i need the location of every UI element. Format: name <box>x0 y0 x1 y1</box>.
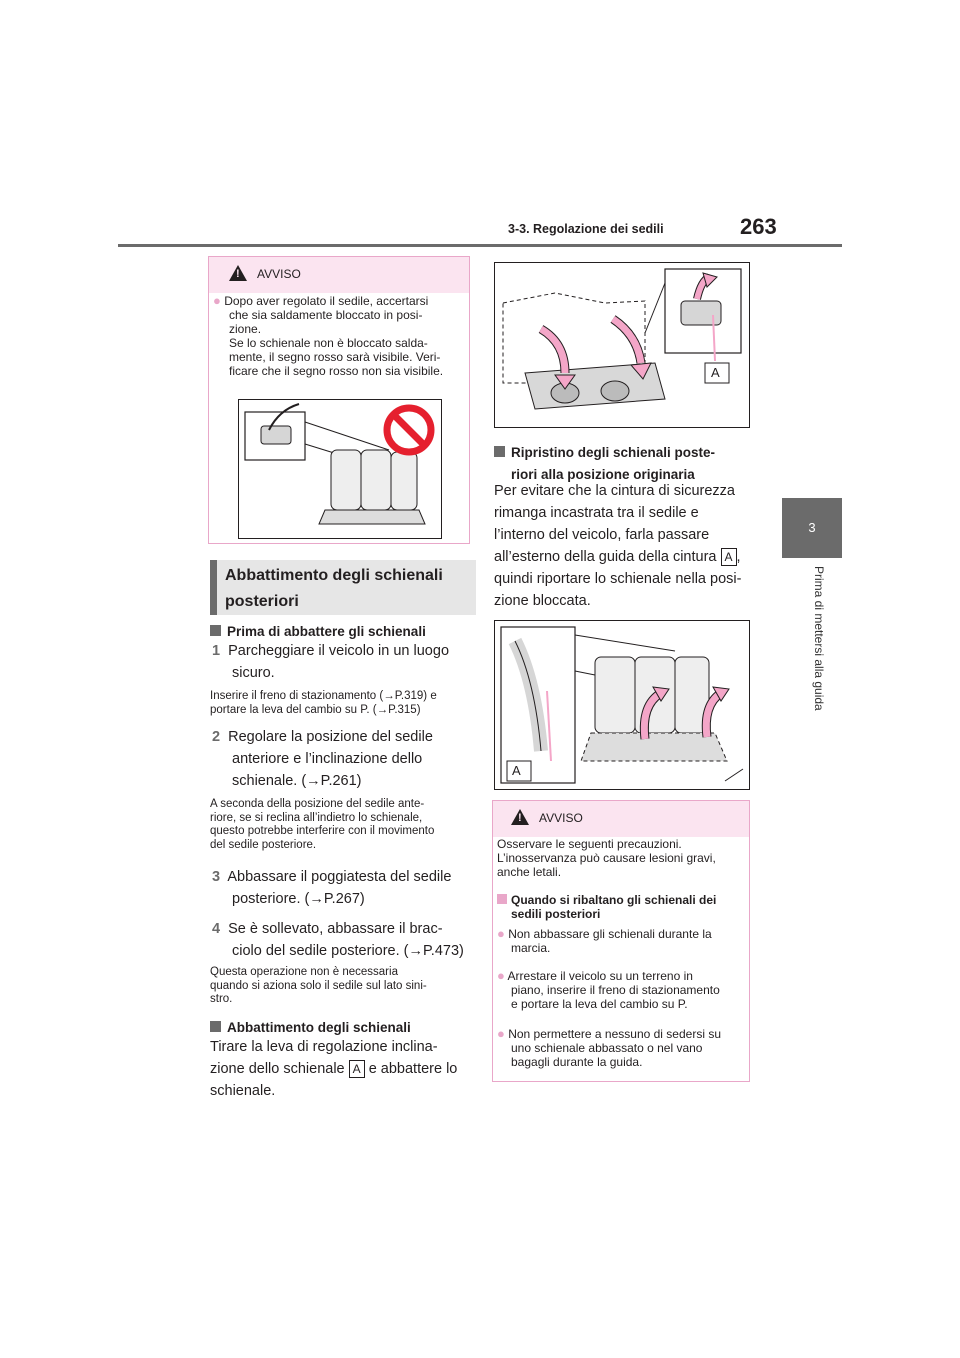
warning-figure <box>238 399 442 539</box>
bullet-icon: ● <box>497 926 505 941</box>
note-2: A seconda della posizione del sedile ante- riore, se si reclina all’indietro lo schienale, questo potrebbe interferire con il movimento del sedile posteriore. <box>210 798 435 851</box>
bullet-icon: ● <box>497 968 505 983</box>
figure-label-a: A <box>512 763 521 778</box>
section-heading-line2: posteriori <box>225 593 299 610</box>
note-3: Questa operazione non è necessaria quando si aziona solo il sedile sul lato sini- stro. <box>210 966 427 1005</box>
square-bullet-icon <box>210 1021 221 1032</box>
fold-text: Tirare la leva di regolazione inclina- zione dello schienale A e abbattere lo schienale. <box>210 1039 458 1099</box>
section-heading <box>210 560 476 615</box>
chapter-tab: 3 <box>782 498 842 558</box>
step-4: 4 Se è sollevato, abbassare il brac- ciolo del sedile posteriore. (→P.473) <box>212 921 464 959</box>
note-1: Inserire il freno di stazionamento (→P.319) e portare la leva del cambio su P. (→P.315) <box>210 690 437 716</box>
before-title: Prima di abbattere gli schienali <box>210 624 426 639</box>
warning-bullet-3: ● Non permettere a nessuno di sedersi su uno schienale abbassato o nel vano bagagli durante la guida. <box>497 1026 721 1069</box>
warning-label: AVVISO <box>539 811 583 825</box>
square-bullet-icon <box>210 625 221 636</box>
warning-box-2 <box>492 800 750 1082</box>
restore-text: Per evitare che la cintura di sicurezza rimanga incastrata tra il sedile e l’interno del veicolo, farla passare all’esterno della guida della cintura A , quindi riportare lo schienale nella posi- zione bloccata. <box>494 483 742 609</box>
warning-icon <box>229 265 247 281</box>
section-title: 3-3. Regolazione dei sedili <box>508 222 664 236</box>
restore-title: Ripristino degli schienali poste- riori alla posizione originaria <box>494 442 754 486</box>
warning-intro: Osservare le seguenti precauzioni. L’inosservanza può causare lesioni gravi, anche letali. <box>497 837 716 879</box>
bullet-icon: ● <box>213 293 221 308</box>
figure-restore-seats <box>494 620 750 790</box>
page-number: 263 <box>740 214 777 239</box>
chapter-label: Prima di mettersi alla guida <box>812 566 826 711</box>
step-2: 2 Regolare la posizione del sedile anteriore e l’inclinazione dello schienale. (→P.261) <box>212 729 433 789</box>
warning-bullet-2: ● Arrestare il veicolo su un terreno in piano, inserire il freno di stazionamento e portare la leva del cambio su P. <box>497 968 720 1011</box>
label-a-box: A <box>349 1060 365 1078</box>
warning-text: ● Dopo aver regolato il sedile, accertarsi che sia saldamente bloccato in posi- zione. Se lo schienale non è bloccato salda- mente, il segno rosso sarà visibile. Veri- ficare che il segno rosso non sia visibile. <box>213 293 444 378</box>
warning-label: AVVISO <box>257 267 301 281</box>
section-heading-line1: Abbattimento degli schienali <box>225 567 443 584</box>
warning-header <box>209 257 469 293</box>
label-a-box: A <box>721 548 737 566</box>
warning-header <box>493 801 749 837</box>
square-bullet-icon <box>497 894 507 904</box>
figure-label-a: A <box>711 365 720 380</box>
figure-fold-seats <box>494 262 750 428</box>
warning-icon <box>511 809 529 825</box>
warning-bullet-1: ● Non abbassare gli schienali durante la marcia. <box>497 926 712 955</box>
square-bullet-icon <box>494 446 505 457</box>
warning-box-1 <box>208 256 470 544</box>
header-rule <box>118 244 842 247</box>
warning-subhead: Quando si ribaltano gli schienali dei sedili posteriori <box>497 893 745 921</box>
fold-title: Abbattimento degli schienali <box>210 1020 411 1035</box>
step-3: 3 Abbassare il poggiatesta del sedile posteriore. (→P.267) <box>212 869 452 907</box>
step-1: 1 Parcheggiare il veicolo in un luogo sicuro. <box>212 643 450 681</box>
bullet-icon: ● <box>497 1026 505 1041</box>
